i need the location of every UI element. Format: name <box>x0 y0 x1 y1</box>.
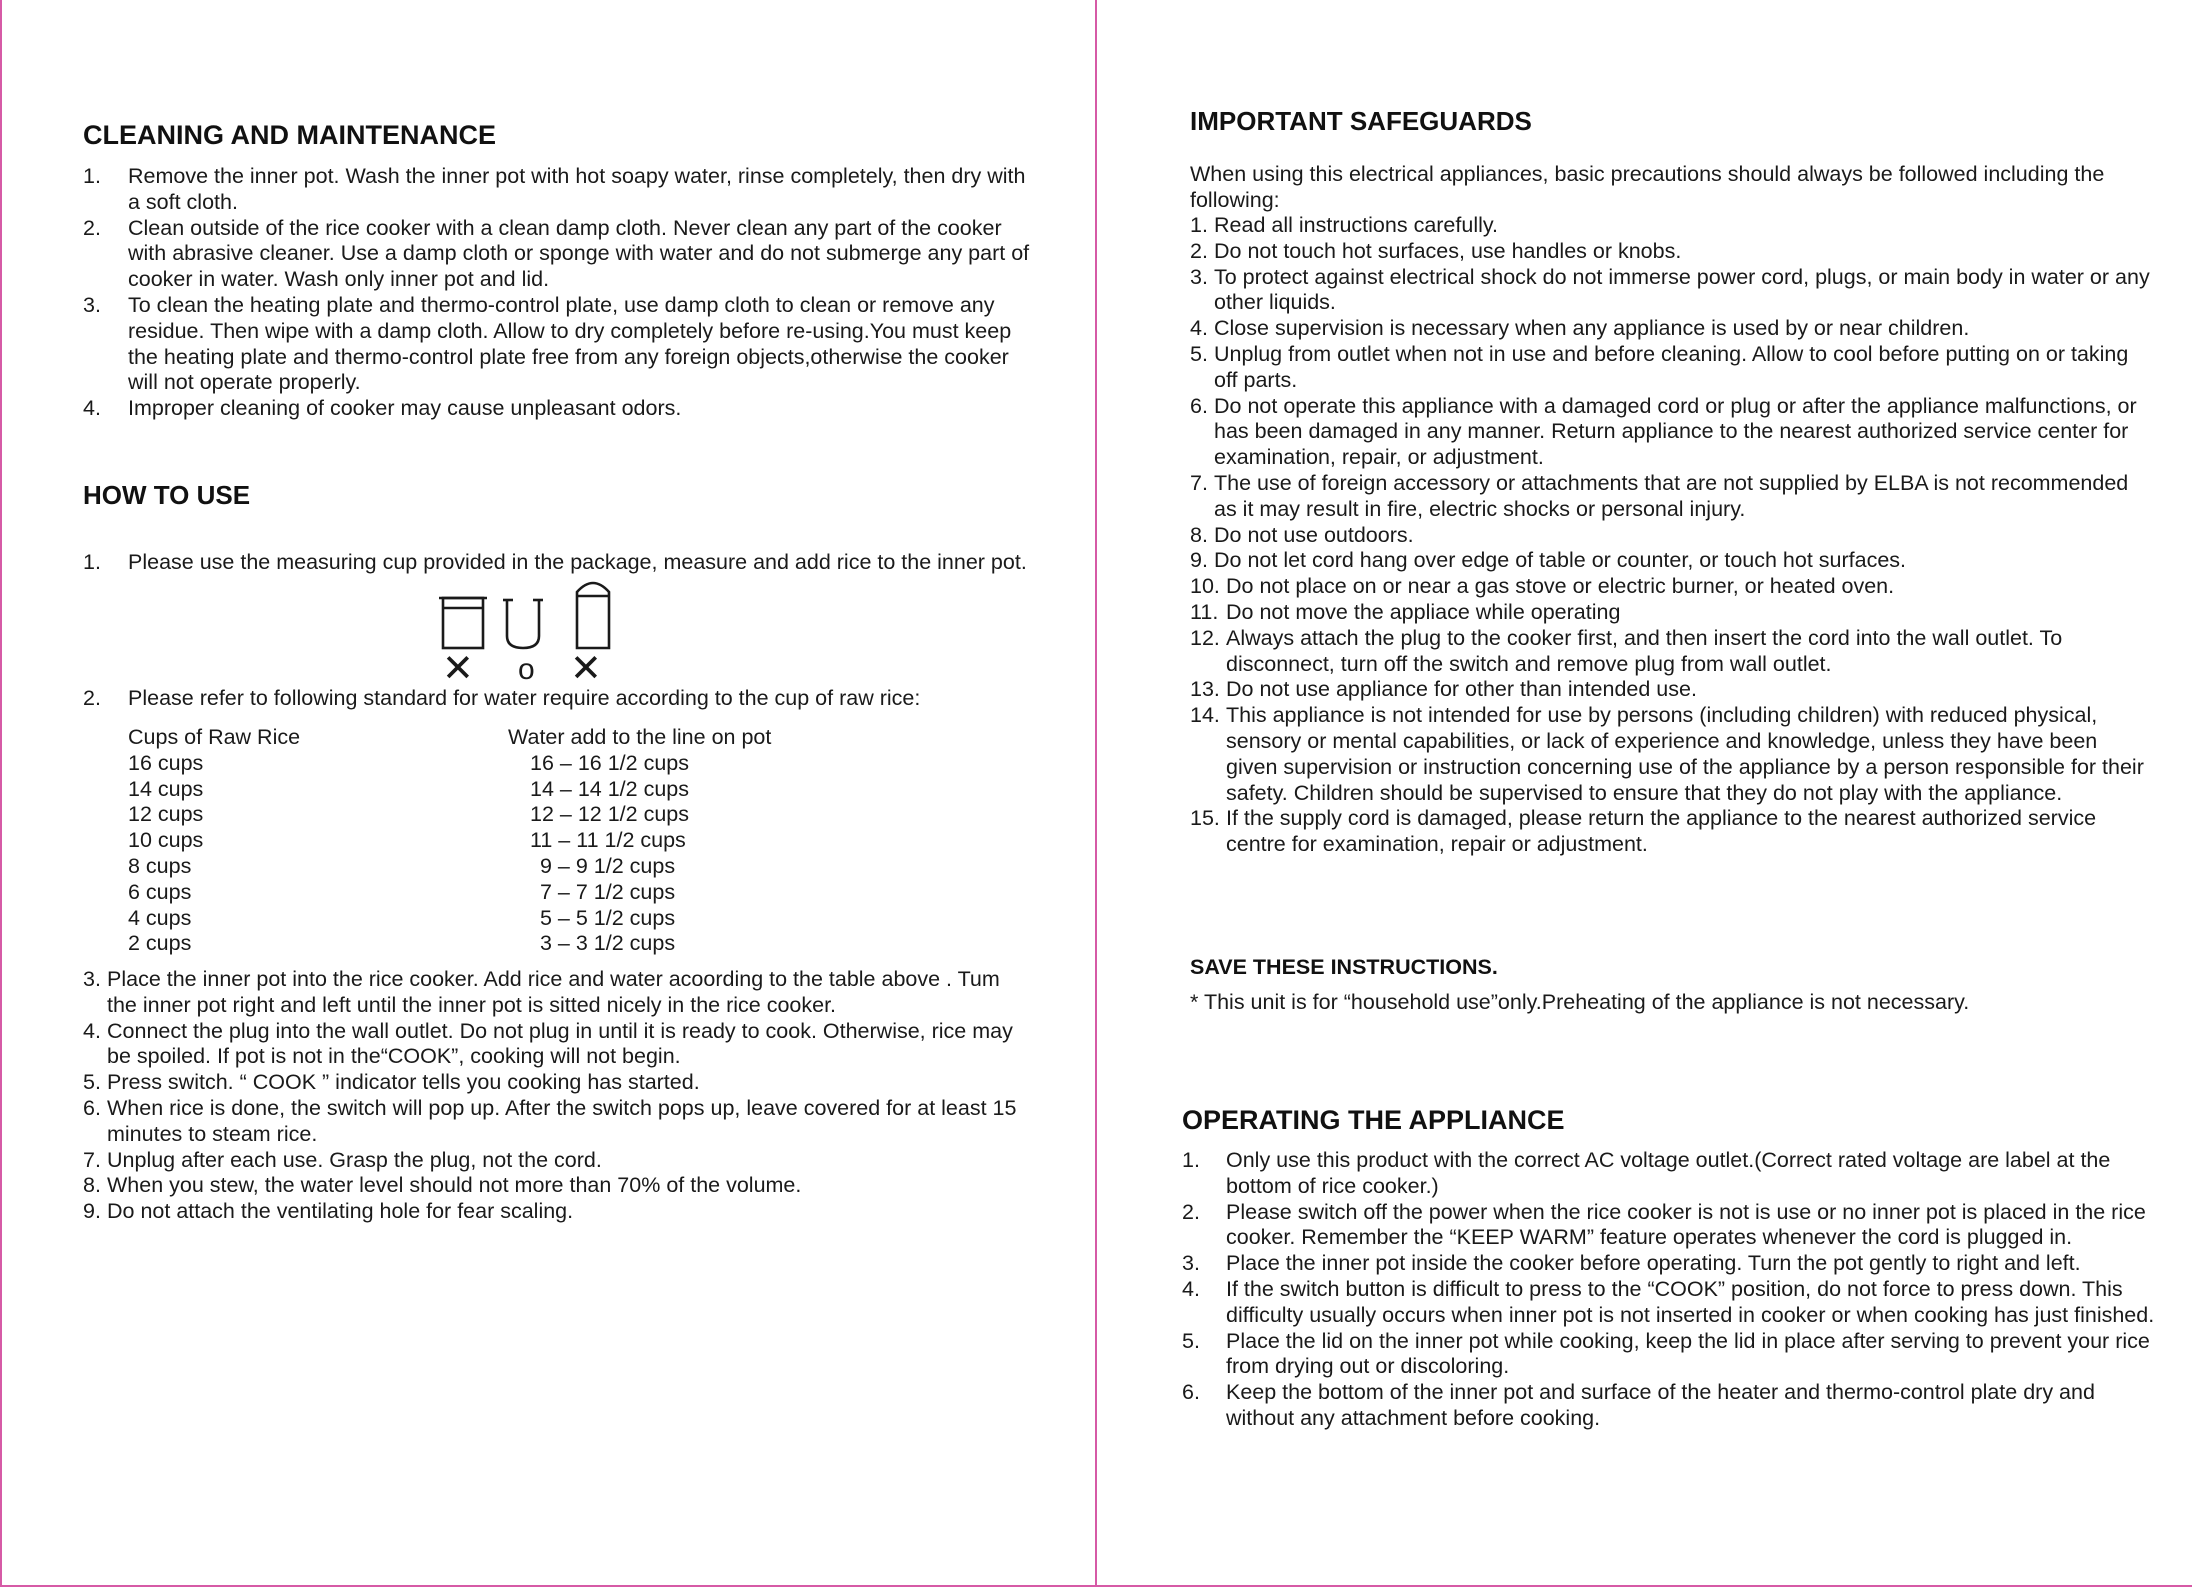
operating-heading: OPERATING THE APPLIANCE <box>1182 1105 1565 1135</box>
list-item: 3. Place the inner pot inside the cooker before operating. Turn the pot gently to right and left. <box>1182 1251 2081 1276</box>
list-item: 6. When rice is done, the switch will pop up. After the switch pops up, leave covered for at least 15 minutes to steam rice. <box>83 1095 1017 1146</box>
list-item: 2. Please refer to following standard for water require according to the cup of raw rice: <box>83 686 921 710</box>
list-item: 3. To protect against electrical shock do not immerse power cord, plugs, or main body in water or any other liquids. <box>1190 264 2150 315</box>
how-to-steps-list <box>83 967 1028 1225</box>
list-item: 3. To clean the heating plate and thermo-control plate, use damp cloth to clean or remove any residue. Then wipe with a damp cloth. Allow to dry completely before re-using.You must keep the heating plate and thermo-control plate free from any foreign objects,otherwise the cooker will not operate properly. <box>83 292 1012 395</box>
list-item: 6. Keep the bottom of the inner pot and surface of the heater and thermo-control plate dry and without any attachment before cooking. <box>1182 1380 2095 1430</box>
household-use-note: * This unit is for “household use”only.Preheating of the appliance is not necessary. <box>1190 990 1970 1014</box>
table-row: 12 cups 12 – 12 1/2 cups <box>128 802 689 827</box>
wide-cup-icon <box>439 598 487 648</box>
list-item: 7. Unplug after each use. Grasp the plug, not the cord. <box>83 1147 602 1172</box>
list-item: 1. Only use this product with the correct AC voltage outlet.(Correct rated voltage are label at the bottom of rice cooker.) <box>1182 1148 2111 1198</box>
list-item: 5. Place the lid on the inner pot while cooking, keep the lid in place after serving to prevent your rice from drying out or discoloring. <box>1182 1328 2150 1379</box>
right-page <box>1097 0 2192 1585</box>
list-item: 4. If the switch button is difficult to press to the “COOK” position, do not force to press down. This difficulty usually occurs when inner pot is not inserted in cooker or when cooking has just finished. <box>1182 1276 2155 1327</box>
list-item: 4. Improper cleaning of cooker may cause unpleasant odors. <box>83 396 682 421</box>
list-item: 2. Do not touch hot surfaces, use handles or knobs. <box>1190 238 1682 263</box>
list-item: 2. Clean outside of the rice cooker with a clean damp cloth. Never clean any part of the cooker with abrasive cleaner. Use a damp cloth or sponge with water and do not submerge any part of cooker in water. Wash only inner pot and lid. <box>83 215 1030 292</box>
safeguards-intro: When using this electrical appliances, basic precautions should always be followed including the following: <box>1190 162 2105 212</box>
cleaning-list <box>83 164 1038 422</box>
list-item: 4. Connect the plug into the wall outlet. Do not plug in until it is ready to cook. Otherwise, rice may be spoiled. If pot is not in the“COOK”, cooking will not begin. <box>83 1018 1013 1069</box>
table-row: 4 cups 5 – 5 1/2 cups <box>128 905 676 930</box>
list-item: 8. Do not use outdoors. <box>1190 522 1414 547</box>
list-item: 1. Remove the inner pot. Wash the inner pot with hot soapy water, rinse completely, then dry with a soft cloth. <box>83 164 1026 214</box>
cup-cross-mark: ✕ <box>570 646 602 690</box>
list-item: 5. Press switch. “ COOK ” indicator tells you cooking has started. <box>83 1070 700 1095</box>
list-item: 12. Always attach the plug to the cooker first, and then insert the cord into the wall outlet. To disconnect, turn off the switch and remove plug from wall outlet. <box>1190 625 2063 676</box>
how-to-step-2 <box>83 686 1083 712</box>
rounded-cup-icon <box>503 600 543 648</box>
table-row: 16 cups 16 – 16 1/2 cups <box>128 750 689 775</box>
list-item: 15. If the supply cord is damaged, please return the appliance to the nearest authorized service centre for examination, repair or adjustment. <box>1190 806 2097 857</box>
tall-cup-icon <box>577 583 609 648</box>
how-to-use-heading: HOW TO USE <box>83 480 251 510</box>
table-header-row: Cups of Raw Rice Water add to the line on pot <box>128 725 772 749</box>
table-row: 6 cups 7 – 7 1/2 cups <box>128 879 676 904</box>
how-to-step-1 <box>83 550 1083 576</box>
table-row: 2 cups 3 – 3 1/2 cups <box>128 931 676 956</box>
table-row: 14 cups 14 – 14 1/2 cups <box>128 776 689 801</box>
list-item: 14. This appliance is not intended for use by persons (including children) with reduced physical, sensory or mental capabilities, or lack of experience and knowledge, unless they have been given supervision or instruction concerning use of the appliance by a person responsible for their safety. Children should be supervised to ensure that they do not play with the appliance. <box>1190 703 2144 805</box>
cup-circle-mark: o <box>518 653 535 686</box>
list-item: 10. Do not place on or near a gas stove or electric burner, or heated oven. <box>1190 574 1895 599</box>
water-ratio-table <box>128 725 848 957</box>
cleaning-heading: CLEANING AND MAINTENANCE <box>83 120 496 150</box>
list-item: 11. Do not move the appliace while operating <box>1190 599 1621 624</box>
list-item: 13. Do not use appliance for other than intended use. <box>1190 677 1697 702</box>
safeguards-list <box>1190 213 2150 858</box>
list-item: 1. Please use the measuring cup provided in the package, measure and add rice to the inner pot. <box>83 550 1027 574</box>
table-row: 8 cups 9 – 9 1/2 cups <box>128 853 676 878</box>
cup-cross-mark: ✕ <box>442 646 474 690</box>
safeguards-heading: IMPORTANT SAFEGUARDS <box>1190 106 1532 136</box>
list-item: 2. Please switch off the power when the rice cooker is not is use or no inner pot is placed in the rice cooker. Remember the “KEEP WARM” feature operates whenever the cord is plugged in. <box>1182 1199 2146 1250</box>
save-instructions-heading: SAVE THESE INSTRUCTIONS. <box>1190 955 1498 979</box>
left-page <box>0 0 1095 1585</box>
list-item: 5. Unplug from outlet when not in use and before cleaning. Allow to cool before putting on or taking off parts. <box>1190 341 2129 392</box>
list-item: 4. Close supervision is necessary when any appliance is used by or near children. <box>1190 316 1970 341</box>
list-item: 3. Place the inner pot into the rice cooker. Add rice and water acoording to the table above . Tum the inner pot right and left until the inner pot is sitted nicely in the rice cooker. <box>83 967 1000 1017</box>
list-item: 1. Read all instructions carefully. <box>1190 213 1499 237</box>
list-item: 6. Do not operate this appliance with a damaged cord or plug or after the appliance malfunctions, or has been damaged in any manner. Return appliance to the nearest authorized service center for examination, repair, or adjustment. <box>1190 393 2137 470</box>
operating-list <box>1182 1148 2157 1432</box>
list-item: 8. When you stew, the water level should not more than 70% of the volume. <box>83 1173 802 1198</box>
list-item: 7. The use of foreign accessory or attachments that are not supplied by ELBA is not recommended as it may result in fire, electric shocks or personal injury. <box>1190 470 2129 521</box>
list-item: 9. Do not attach the ventilating hole for fear scaling. <box>83 1199 574 1224</box>
table-row: 10 cups 11 – 11 1/2 cups <box>128 828 686 853</box>
list-item: 9. Do not let cord hang over edge of table or counter, or touch hot surfaces. <box>1190 548 1907 573</box>
